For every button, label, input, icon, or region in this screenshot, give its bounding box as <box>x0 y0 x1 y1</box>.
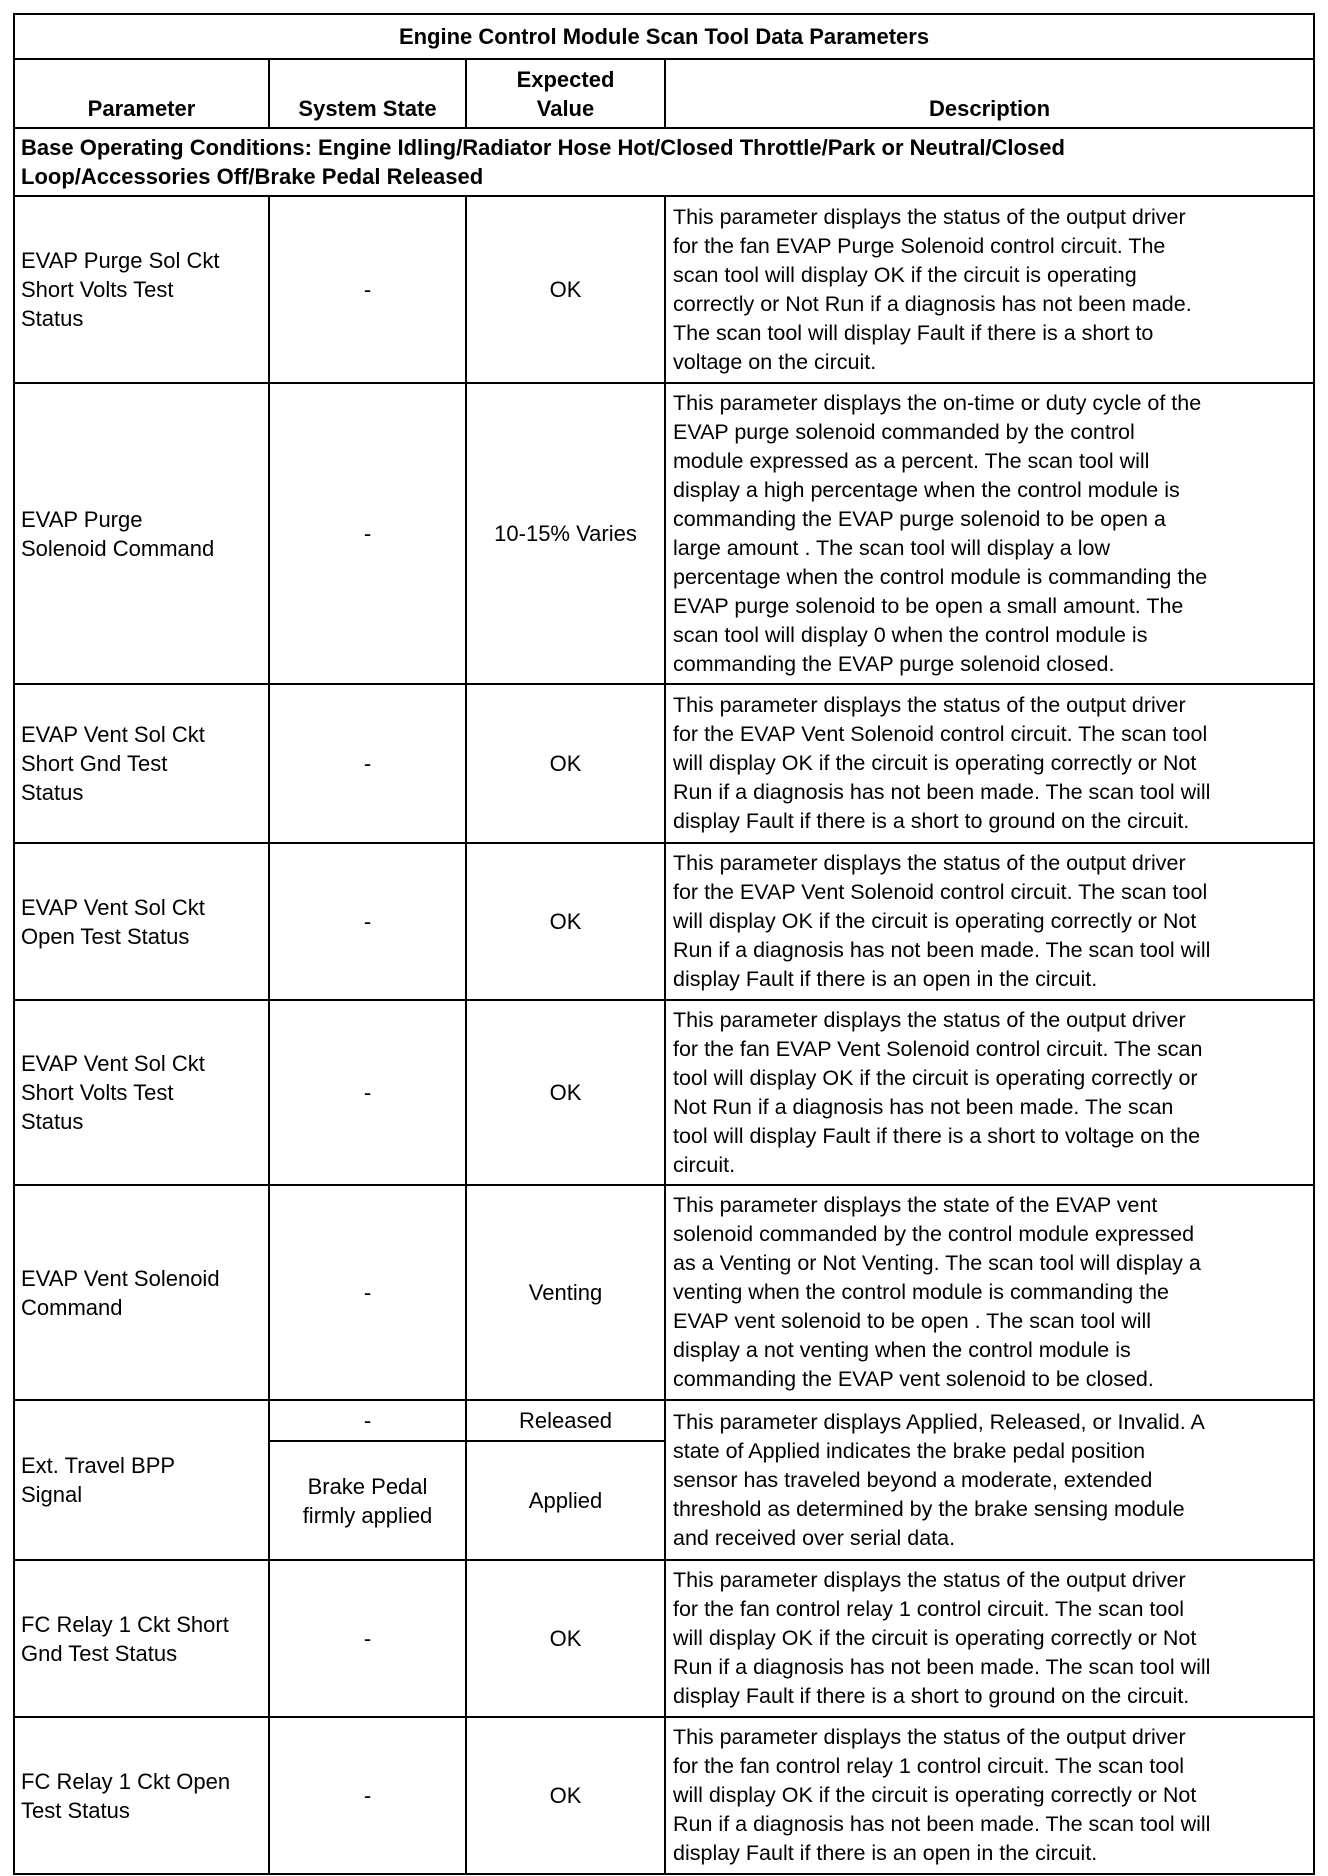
expected-value-cell: 10-15% Varies <box>466 383 665 684</box>
header-parameter: Parameter <box>14 59 269 128</box>
parameter-cell: EVAP Purge Solenoid Command <box>14 383 269 684</box>
system-state-cell: - <box>269 1185 466 1400</box>
system-state-cell: - <box>269 383 466 684</box>
table-row <box>14 843 1314 1000</box>
system-state-cell: - <box>269 1560 466 1717</box>
description-cell: This parameter displays the status of the output driver for the fan control relay 1 control circuit. The scan tool will display OK if the circuit is operating correctly or Not Run if a diagnosis has not been made. The scan tool will display Fault if there is a short to ground on the circuit. <box>665 1560 1314 1717</box>
parameter-cell: EVAP Purge Sol Ckt Short Volts Test Status <box>14 196 269 383</box>
table-row <box>14 684 1314 843</box>
system-state-cell: - <box>269 1400 466 1441</box>
parameter-cell: FC Relay 1 Ckt Short Gnd Test Status <box>14 1560 269 1717</box>
parameter-cell: EVAP Vent Sol Ckt Open Test Status <box>14 843 269 1000</box>
header-description: Description <box>665 59 1314 128</box>
table-row <box>14 196 1314 383</box>
system-state-cell: - <box>269 684 466 843</box>
parameter-cell: FC Relay 1 Ckt Open Test Status <box>14 1717 269 1874</box>
description-cell: This parameter displays the state of the EVAP vent solenoid commanded by the control module expressed as a Venting or Not Venting. The scan tool will display a venting when the control module is commanding the EVAP vent solenoid to be open . The scan tool will display a not venting when the control module is commanding the EVAP vent solenoid to be closed. <box>665 1185 1314 1400</box>
table-row <box>14 1717 1314 1874</box>
system-state-cell: Brake Pedal firmly applied <box>269 1441 466 1560</box>
table-row <box>14 383 1314 684</box>
parameter-cell: EVAP Vent Sol Ckt Short Gnd Test Status <box>14 684 269 843</box>
description-cell: This parameter displays the status of the output driver for the fan EVAP Purge Solenoid control circuit. The scan tool will display OK if the circuit is operating correctly or Not Run if a diagnosis has not been made. The scan tool will display Fault if there is a short to voltage on the circuit. <box>665 196 1314 383</box>
system-state-cell: - <box>269 1717 466 1874</box>
expected-value-cell: OK <box>466 196 665 383</box>
parameter-cell: EVAP Vent Sol Ckt Short Volts Test Status <box>14 1000 269 1185</box>
parameter-cell: Ext. Travel BPP Signal <box>14 1400 269 1560</box>
system-state-cell: - <box>269 196 466 383</box>
base-operating-conditions: Base Operating Conditions: Engine Idling/Radiator Hose Hot/Closed Throttle/Park or Neutral/Closed Loop/Accessories Off/Brake Pedal Released <box>14 128 1314 196</box>
header-system-state: System State <box>269 59 466 128</box>
header-expected-value: Expected Value <box>466 59 665 128</box>
expected-value-cell: OK <box>466 843 665 1000</box>
description-cell: This parameter displays the status of the output driver for the EVAP Vent Solenoid control circuit. The scan tool will display OK if the circuit is operating correctly or Not Run if a diagnosis has not been made. The scan tool will display Fault if there is a short to ground on the circuit. <box>665 684 1314 843</box>
expected-value-cell: Venting <box>466 1185 665 1400</box>
description-cell: This parameter displays Applied, Released, or Invalid. A state of Applied indicates the brake pedal position sensor has traveled beyond a moderate, extended threshold as determined by the brake sensing module and received over serial data. <box>665 1400 1314 1560</box>
expected-value-cell: OK <box>466 1560 665 1717</box>
system-state-cell: - <box>269 843 466 1000</box>
table-row <box>14 1560 1314 1717</box>
description-cell: This parameter displays the status of the output driver for the EVAP Vent Solenoid control circuit. The scan tool will display OK if the circuit is operating correctly or Not Run if a diagnosis has not been made. The scan tool will display Fault if there is an open in the circuit. <box>665 843 1314 1000</box>
expected-value-cell: OK <box>466 1717 665 1874</box>
expected-value-cell: OK <box>466 684 665 843</box>
scan-tool-parameters-table <box>13 13 1315 1875</box>
expected-value-cell: Released <box>466 1400 665 1441</box>
table-row <box>14 1000 1314 1185</box>
expected-value-cell: Applied <box>466 1441 665 1560</box>
system-state-cell: - <box>269 1000 466 1185</box>
description-cell: This parameter displays the on-time or duty cycle of the EVAP purge solenoid commanded by the control module expressed as a percent. The scan tool will display a high percentage when the control module is commanding the EVAP purge solenoid to be open a large amount . The scan tool will display a low percentage when the control module is commanding the EVAP purge solenoid to be open a small amount. The scan tool will display 0 when the control module is commanding the EVAP purge solenoid closed. <box>665 383 1314 684</box>
table-title: Engine Control Module Scan Tool Data Parameters <box>14 14 1314 59</box>
description-cell: This parameter displays the status of the output driver for the fan control relay 1 control circuit. The scan tool will display OK if the circuit is operating correctly or Not Run if a diagnosis has not been made. The scan tool will display Fault if there is an open in the circuit. <box>665 1717 1314 1874</box>
parameter-cell: EVAP Vent Solenoid Command <box>14 1185 269 1400</box>
table-row <box>14 1185 1314 1400</box>
description-cell: This parameter displays the status of the output driver for the fan EVAP Vent Solenoid control circuit. The scan tool will display OK if the circuit is operating correctly or Not Run if a diagnosis has not been made. The scan tool will display Fault if there is a short to voltage on the circuit. <box>665 1000 1314 1185</box>
expected-value-cell: OK <box>466 1000 665 1185</box>
